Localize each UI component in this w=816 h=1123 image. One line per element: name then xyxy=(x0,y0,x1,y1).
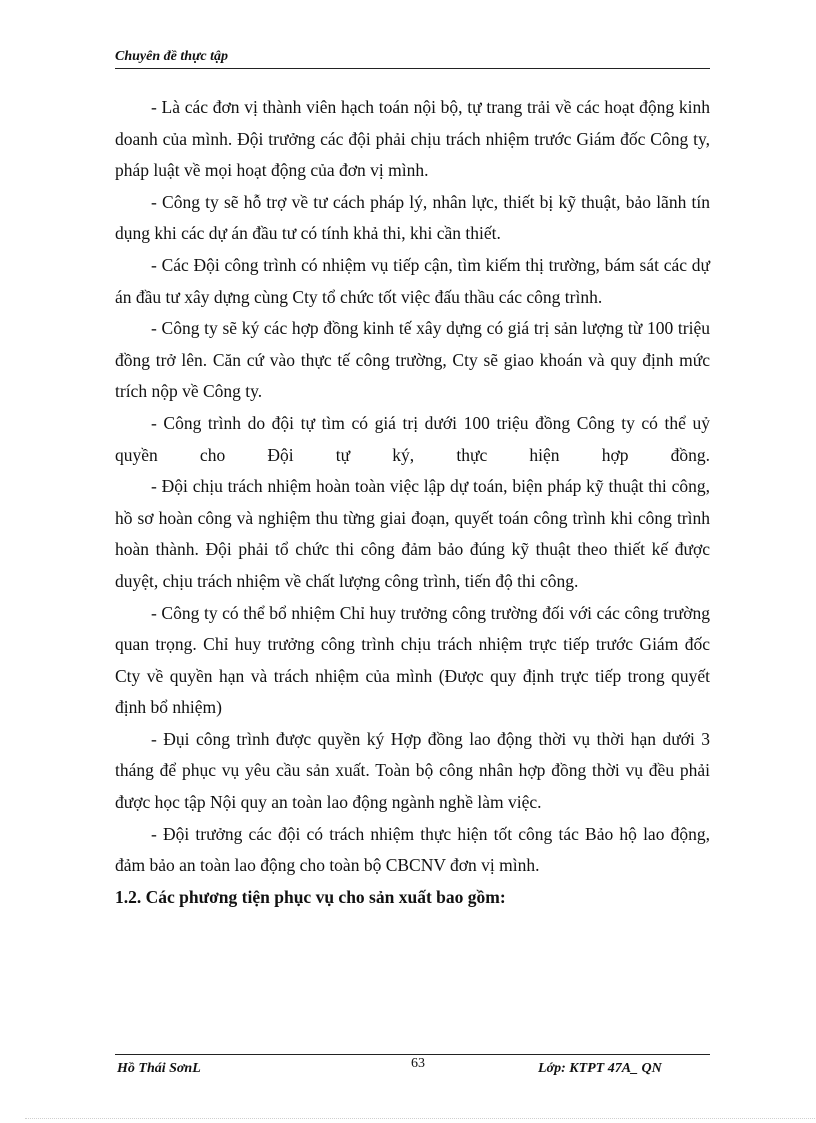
page-footer xyxy=(115,1054,710,1079)
paragraph-6: - Đội chịu trách nhiệm hoàn toàn việc lập dự toán, biện pháp kỹ thuật thi công, hồ sơ hoàn công và nghiệm thu từng giai đoạn, quyết toán công trình khi công trình hoàn thành. Đội phải tổ chức thi công đảm bảo đúng kỹ thuật theo thiết kế được duyệt, chịu trách nhiệm về chất lượng công trình, tiến độ thi công. xyxy=(115,476,710,591)
footer-author: Hồ Thái SơnL xyxy=(117,1061,201,1076)
paragraph-1: - Là các đơn vị thành viên hạch toán nội bộ, tự trang trải về các hoạt động kinh doanh của mình. Đội trưởng các đội phải chịu trách nhiệm trước Giám đốc Công ty, pháp luật về mọi hoạt động của đơn vị mình. xyxy=(115,97,710,181)
paragraph-3: - Các Đội công trình có nhiệm vụ tiếp cận, tìm kiếm thị trường, bám sát các dự án đầu tư xây dựng cùng Cty tổ chức tốt việc đấu thầu các công trình. xyxy=(115,254,710,307)
paragraph-4: - Công ty sẽ ký các hợp đồng kinh tế xây dựng có giá trị sản lượng từ 100 triệu đồng trở lên. Căn cứ vào thực tế công trường, Cty sẽ giao khoán và quy định mức trích nộp về Công ty. xyxy=(115,318,710,402)
paragraph-8: - Đụi công trình được quyền ký Hợp đồng lao động thời vụ thời hạn dưới 3 tháng để phục vụ yêu cầu sản xuất. Toàn bộ công nhân hợp đồng thời vụ đều phải được học tập Nội quy an toàn lao động ngành nghề làm việc. xyxy=(115,728,710,813)
paragraph-2: - Công ty sẽ hỗ trợ về tư cách pháp lý, nhân lực, thiết bị kỹ thuật, bảo lãnh tín dụng khi các dự án đầu tư có tính khả thi, khi cần thiết. xyxy=(115,191,710,244)
page-header xyxy=(115,48,710,69)
page-number: 63 xyxy=(411,1056,425,1071)
paragraph-5: - Công trình do đội tự tìm có giá trị dưới 100 triệu đồng Công ty có thể uỷ quyền cho Đội tự ký, thực hiện hợp đồng. xyxy=(115,412,710,465)
footer-class-label: Lớp: KTPT 47A_ QN xyxy=(538,1061,662,1076)
page-bottom-border xyxy=(25,1118,815,1119)
document-body xyxy=(115,92,710,913)
paragraph-7: - Công ty có thể bổ nhiệm Chỉ huy trưởng công trường đối với các công trường quan trọng. Chỉ huy trưởng công trình chịu trách nhiệm trực tiếp trước Giám đốc Cty về quyền hạn và trách nhiệm của mình (Được quy định trực tiếp trong quyết định bổ nhiệm) xyxy=(115,602,710,718)
section-heading: 1.2. Các phương tiện phục vụ cho sản xuất bao gồm: xyxy=(115,886,506,907)
header-title: Chuyên đề thực tập xyxy=(115,49,229,64)
paragraph-9: - Đội trưởng các đội có trách nhiệm thực hiện tốt công tác Bảo hộ lao động, đảm bảo an toàn lao động cho toàn bộ CBCNV đơn vị mình. xyxy=(115,823,710,876)
